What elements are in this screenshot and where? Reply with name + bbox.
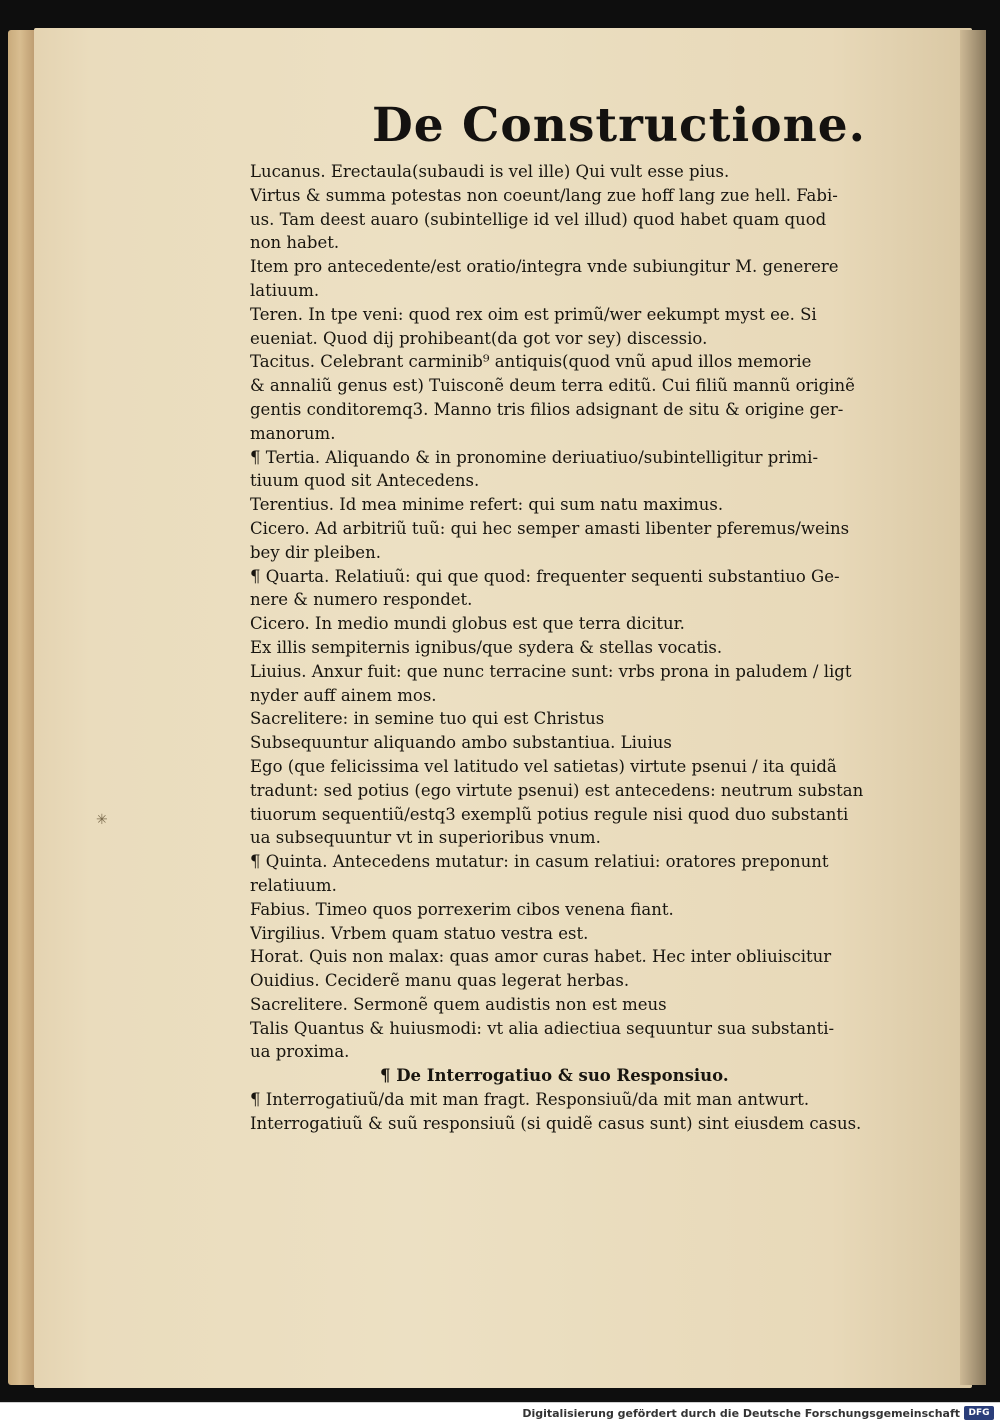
text-line: non habet. (250, 233, 340, 253)
text-line: Teren. In tpe veni: quod rex oim est primũ/wer eekumpt myst ee. Si (250, 304, 817, 324)
text-line: ¶ Tertia. Aliquando & in pronomine deriuatiuo/subintelligitur primi- (250, 447, 819, 467)
text-line: Ex illis sempiternis ignibus/que sydera & stellas vocatis. (250, 637, 723, 657)
text-line: us. Tam deest auaro (subintellige id vel illud) quod habet quam quod (250, 209, 827, 229)
text-line: Virgilius. Vrbem quam statuo vestra est. (250, 923, 589, 943)
text-line: tradunt: sed potius (ego virtute psenui) est antecedens: neutrum substan (250, 780, 864, 800)
footer-credit: Digitalisierung gefördert durch die Deutsche Forschungsgemeinschaft (522, 1407, 960, 1420)
text-line: nere & numero respondet. (250, 590, 473, 610)
text-line: bey dir pleiben. (250, 542, 381, 562)
page-heading: De Constructione. (372, 98, 867, 153)
text-line: Virtus & summa potestas non coeunt/lang zue hoff lang zue hell. Fabi- (250, 185, 838, 205)
text-line: Interrogatiuũ & suũ responsiuũ (si quidẽ casus sunt) sint eiusdem casus. (250, 1113, 862, 1133)
text-line: ua proxima. (250, 1042, 350, 1062)
text-line: Terentius. Id mea minime refert: qui sum natu maximus. (250, 495, 724, 515)
text-line: manorum. (250, 423, 336, 443)
section-heading: ¶ De Interrogatiuo & suo Responsiuo. (380, 1066, 729, 1086)
text-line: Talis Quantus & huiusmodi: vt alia adiectiua sequuntur sua substanti- (250, 1018, 835, 1038)
text-line: Ouidius. Ceciderẽ manu quas legerat herbas. (250, 971, 630, 991)
text-line: nyder auff ainem mos. (250, 685, 437, 705)
text-line: Lucanus. Erectaula(subaudi is vel ille) Qui vult esse pius. (250, 162, 730, 181)
text-line: tiuorum sequentiũ/estq3 exemplũ potius regule nisi quod duo substanti (250, 804, 849, 824)
text-line: Cicero. In medio mundi globus est que terra dicitur. (250, 614, 685, 634)
text-line: ¶ Quinta. Antecedens mutatur: in casum relatiui: oratores preponunt (250, 852, 829, 872)
digitization-footer (0, 1402, 1000, 1424)
text-line: ¶ Quarta. Relatiuũ: qui que quod: frequenter sequenti substantiuo Ge- (250, 566, 840, 586)
text-line: Tacitus. Celebrant carminib⁹ antiquis(quod vnũ apud illos memorie (250, 352, 812, 372)
dfg-logo-icon: DFG (964, 1406, 994, 1420)
text-line: Ego (que felicissima vel latitudo vel satietas) virtute psenui / ita quidã (250, 756, 837, 776)
text-line: Liuius. Anxur fuit: que nunc terracine sunt: vrbs prona in paludem / ligt (250, 661, 852, 681)
text-body (250, 160, 930, 1136)
text-line: Sacrelitere: in semine tuo qui est Christus (250, 709, 605, 729)
text-line: gentis conditoremq3. Manno tris filios adsignant de situ & origine ger- (250, 399, 844, 419)
text-line: relatiuum. (250, 875, 337, 895)
text-line: eueniat. Quod dij prohibeant(da got vor sey) discessio. (250, 328, 708, 348)
text-line: Fabius. Timeo quos porrexerim cibos venena fiant. (250, 899, 674, 919)
page-stain-mark: ✳ (96, 812, 108, 828)
text-line: & annaliũ genus est) Tuisconẽ deum terra editũ. Cui filiũ mannũ originẽ (250, 376, 855, 396)
text-line: ¶ Interrogatiuũ/da mit man fragt. Responsiuũ/da mit man antwurt. (250, 1090, 810, 1110)
text-line: Item pro antecedente/est oratio/integra vnde subiungitur M. generere (250, 257, 839, 277)
text-line: Subsequuntur aliquando ambo substantiua. Liuius (250, 733, 672, 753)
text-line: Sacrelitere. Sermonẽ quem audistis non est meus (250, 994, 667, 1014)
page-gutter-shadow (960, 30, 986, 1385)
text-line: tiuum quod sit Antecedens. (250, 471, 480, 491)
text-line: ua subsequuntur vt in superioribus vnum. (250, 828, 601, 848)
text-line: Horat. Quis non malax: quas amor curas habet. Hec inter obliuiscitur (250, 947, 832, 967)
text-line: latiuum. (250, 280, 320, 300)
text-line: Cicero. Ad arbitriũ tuũ: qui hec semper amasti libenter pferemus/weins (250, 518, 850, 538)
